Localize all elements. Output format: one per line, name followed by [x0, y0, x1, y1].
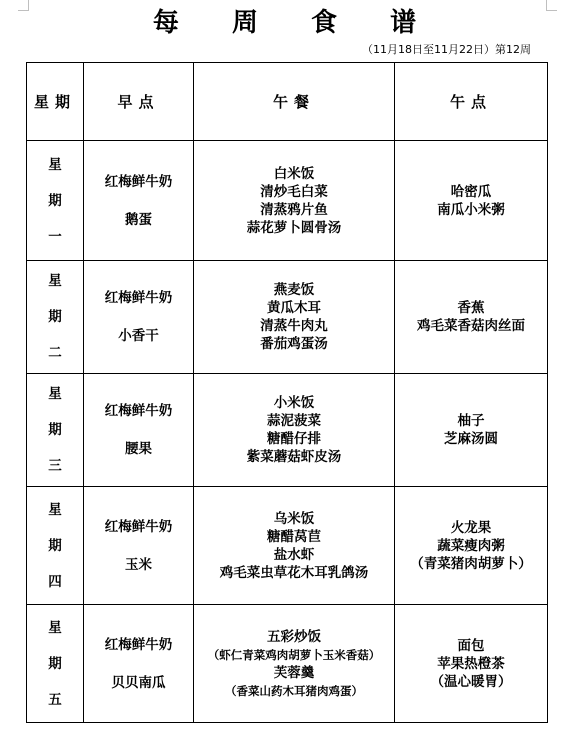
table-row	[27, 605, 548, 723]
day-char: 期	[48, 422, 62, 438]
table-row	[27, 141, 548, 261]
lunch-item: 黄瓜木耳	[267, 300, 321, 316]
breakfast-item: 红梅鲜牛奶	[104, 290, 173, 306]
breakfast-cell	[84, 605, 194, 723]
lunch-item: 乌米饭	[273, 510, 315, 527]
snack-item: 芝麻汤圆	[444, 431, 498, 447]
lunch-item: 清蒸鸦片鱼	[260, 201, 328, 218]
breakfast-cell	[84, 261, 194, 374]
day-char: 星	[48, 386, 62, 402]
day-label	[27, 141, 84, 261]
header-lunch: 午餐	[194, 63, 395, 141]
snack-item: 南瓜小米粥	[437, 201, 505, 218]
breakfast-item: 小香干	[118, 328, 159, 344]
day-char: 四	[48, 573, 62, 590]
lunch-cell	[194, 261, 395, 374]
snack-item: 蔬菜瘦肉粥	[437, 537, 505, 554]
header-day: 星期	[27, 63, 84, 141]
header-snack: 午点	[395, 63, 548, 141]
day-char: 期	[48, 655, 62, 672]
header-breakfast: 早点	[84, 63, 194, 141]
snack-item: （温心暖胃）	[430, 673, 512, 690]
day-char: 星	[48, 619, 62, 636]
day-label	[27, 261, 84, 374]
snack-item: （青菜猪肉胡萝卜）	[410, 555, 532, 572]
snack-cell	[395, 487, 548, 605]
lunch-cell	[194, 487, 395, 605]
lunch-item: 燕麦饭	[273, 282, 315, 298]
day-char: 二	[48, 345, 62, 361]
breakfast-cell	[84, 487, 194, 605]
lunch-item: 小米饭	[273, 395, 315, 411]
day-char: 期	[48, 309, 62, 325]
day-label	[27, 487, 84, 605]
table-row	[27, 261, 548, 374]
lunch-item: 清蒸牛肉丸	[260, 318, 328, 334]
day-char: 期	[48, 537, 62, 554]
weekly-menu-table	[26, 62, 548, 723]
day-char: 三	[48, 458, 62, 474]
lunch-item: 蒜泥菠菜	[267, 413, 321, 429]
lunch-cell	[194, 605, 395, 723]
snack-item: 香蕉	[457, 300, 485, 316]
breakfast-item: 贝贝南瓜	[111, 674, 166, 691]
snack-cell	[395, 374, 548, 487]
lunch-item: 糖醋莴苣	[267, 528, 321, 545]
snack-cell	[395, 261, 548, 374]
table-row	[27, 374, 548, 487]
breakfast-cell	[84, 141, 194, 261]
breakfast-cell	[84, 374, 194, 487]
snack-item: 面包	[457, 637, 485, 654]
day-char: 星	[48, 501, 62, 518]
table-row	[27, 487, 548, 605]
breakfast-item: 红梅鲜牛奶	[104, 518, 173, 535]
breakfast-item: 红梅鲜牛奶	[104, 173, 173, 190]
week-range-subtitle: （11月18日至11月22日）第12周	[362, 43, 531, 56]
breakfast-item: 红梅鲜牛奶	[104, 636, 173, 653]
lunch-item: 五彩炒饭	[267, 628, 321, 645]
day-char: 星	[48, 273, 62, 289]
breakfast-item: 鹅蛋	[125, 211, 152, 228]
lunch-item: 番茄鸡蛋汤	[260, 336, 328, 352]
day-label	[27, 605, 84, 723]
snack-item: 鸡毛菜香菇肉丝面	[417, 318, 525, 334]
page-title: 每 周 食 谱	[152, 8, 439, 38]
day-label	[27, 374, 84, 487]
lunch-item: （虾仁青菜鸡肉胡萝卜玉米香菇）	[207, 647, 381, 662]
lunch-item: （香菜山药木耳猪肉鸡蛋）	[225, 683, 363, 698]
snack-cell	[395, 141, 548, 261]
lunch-item: 清炒毛白菜	[260, 183, 328, 200]
lunch-cell	[194, 141, 395, 261]
day-char: 期	[48, 192, 62, 209]
lunch-item: 盐水虾	[273, 546, 315, 563]
lunch-item: 紫菜蘑菇虾皮汤	[246, 449, 342, 465]
breakfast-item: 腰果	[125, 441, 152, 457]
snack-item: 哈密瓜	[450, 183, 492, 200]
snack-item: 柚子	[457, 413, 485, 429]
day-char: 一	[48, 228, 62, 245]
snack-cell	[395, 605, 548, 723]
snack-item: 苹果热橙茶	[437, 655, 505, 672]
table-header-row	[27, 63, 548, 141]
breakfast-item: 红梅鲜牛奶	[104, 403, 173, 419]
lunch-item: 鸡毛菜虫草花木耳乳鸽汤	[219, 564, 369, 581]
lunch-item: 蒜花萝卜圆骨汤	[246, 219, 342, 236]
lunch-cell	[194, 374, 395, 487]
lunch-item: 糖醋仔排	[267, 431, 321, 447]
breakfast-item: 玉米	[125, 556, 152, 573]
day-char: 星	[48, 156, 62, 173]
lunch-item: 芙蓉羹	[273, 664, 315, 681]
lunch-item: 白米饭	[273, 165, 315, 182]
day-char: 五	[48, 691, 62, 708]
snack-item: 火龙果	[450, 519, 492, 536]
